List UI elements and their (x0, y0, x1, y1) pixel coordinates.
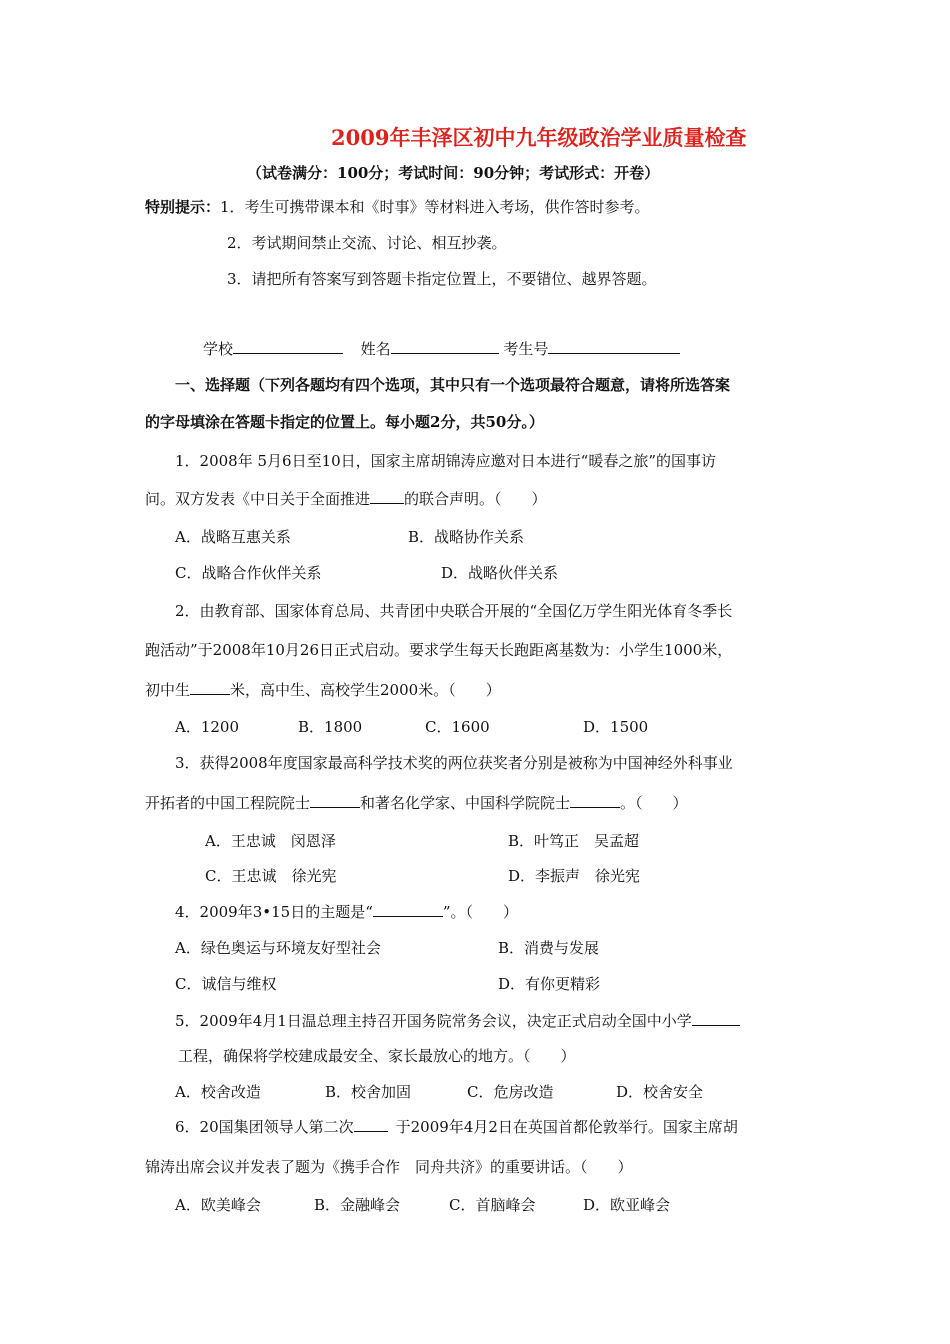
notice-item: 2．考试期间禁止交流、讨论、相互抄袭。 (227, 234, 507, 252)
option-d: D．李振声 徐光宪 (508, 867, 641, 885)
question-5-text (175, 1011, 740, 1031)
option-b: B．战略协作关系 (408, 528, 525, 546)
notice-label: 特别提示： (145, 198, 221, 216)
question-3-text (145, 793, 688, 813)
notice-line-1 (145, 197, 650, 217)
option-a: A．1200 (175, 718, 240, 736)
option-a: A．欧美峰会 (175, 1196, 261, 1214)
answer-blank (370, 489, 404, 504)
student-info-row (203, 339, 680, 359)
question-1-text: 1．2008年 5月6日至10日，国家主席胡锦涛应邀对日本进行“暖春之旅”的国事访 (175, 452, 716, 470)
option-d: D．有你更精彩 (498, 975, 601, 993)
section-heading-cont: 的字母填涂在答题卡指定的位置上。每小题2分，共50分。） (145, 413, 544, 431)
option-b: B．1800 (298, 718, 363, 736)
exam-number-label: 考生号 (503, 340, 549, 358)
option-a: A．战略互惠关系 (175, 528, 291, 546)
option-d: D．战略伙伴关系 (441, 564, 559, 582)
option-d: D．校舍安全 (616, 1083, 704, 1101)
question-text-part: 和著名化学家、中国科学院院士 (360, 794, 571, 812)
notice-item: 3．请把所有答案写到答题卡指定位置上，不要错位、越界答题。 (227, 270, 657, 288)
question-text-part: 。（ ） (620, 794, 688, 812)
answer-blank (354, 1117, 388, 1132)
option-a: A．王忠诚 闵恩泽 (205, 832, 336, 850)
question-text-part: 问。双方发表《中日关于全面推进 (145, 490, 371, 508)
section-heading: 一、选择题（下列各题均有四个选项，其中只有一个选项最符合题意，请将所选答案 (175, 376, 731, 394)
question-1-text (145, 489, 547, 509)
school-label: 学校 (203, 340, 234, 358)
question-text-part: 的联合声明。（ ） (404, 490, 547, 508)
exam-number-field[interactable] (548, 339, 680, 354)
answer-blank (692, 1011, 740, 1026)
question-6-text (175, 1117, 738, 1137)
exam-subtitle: （试卷满分：100分；考试时间：90分钟；考试形式：开卷） (247, 164, 660, 182)
option-c: C．首脑峰会 (449, 1196, 536, 1214)
answer-blank (373, 902, 443, 917)
question-text-part: ”。（ ） (442, 903, 519, 921)
option-c: C．危房改造 (467, 1083, 554, 1101)
question-6-text: 锦涛出席会议并发表了题为《携手合作 同舟共济》的重要讲话。（ ） (145, 1158, 633, 1176)
question-text-part: 开拓者的中国工程院院士 (145, 794, 311, 812)
option-b: B．叶笃正 吴孟超 (508, 832, 640, 850)
question-2-text (145, 680, 501, 700)
question-2-text: 2．由教育部、国家体育总局、共青团中央联合开展的“全国亿万学生阳光体育冬季长 (175, 602, 733, 620)
name-label: 姓名 (360, 340, 391, 358)
question-text-part: 6．20国集团领导人第二次 (175, 1118, 354, 1136)
question-2-text: 跑活动”于2008年10月26日正式启动。要求学生每天长跑距离基数为：小学生1000米， (145, 641, 733, 659)
option-b: B．消费与发展 (498, 939, 600, 957)
question-3-text: 3．获得2008年度国家最高科学技术奖的两位获奖者分别是被称为中国神经外科事业 (175, 754, 733, 772)
option-b: B．金融峰会 (314, 1196, 401, 1214)
option-c: C．诚信与维权 (175, 975, 277, 993)
option-d: D．1500 (583, 718, 649, 736)
option-b: B．校舍加固 (325, 1083, 412, 1101)
question-text-part: 初中生 (145, 681, 191, 699)
option-c: C．王忠诚 徐光宪 (205, 867, 337, 885)
answer-blank (190, 680, 230, 695)
question-text-part: 米，高中生、高校学生2000米。（ ） (230, 681, 501, 699)
option-a: A．校舍改造 (175, 1083, 261, 1101)
answer-blank (570, 793, 620, 808)
exam-title: 2009年丰泽区初中九年级政治学业质量检查 (331, 125, 747, 150)
name-field[interactable] (391, 339, 499, 354)
question-5-text: 工程，确保将学校建成最安全、家长最放心的地方。（ ） (178, 1047, 576, 1065)
school-field[interactable] (233, 339, 343, 354)
option-c: C．1600 (425, 718, 490, 736)
option-c: C．战略合作伙伴关系 (175, 564, 322, 582)
option-a: A．绿色奥运与环境友好型社会 (175, 939, 381, 957)
question-4-text (175, 902, 518, 922)
notice-item: 1．考生可携带课本和《时事》等材料进入考场，供作答时参考。 (220, 198, 650, 216)
question-text-part: 4．2009年3•15日的主题是“ (175, 903, 373, 921)
question-text-part: 于2009年4月2日在英国首都伦敦举行。国家主席胡 (395, 1118, 738, 1136)
answer-blank (310, 793, 360, 808)
question-text-part: 5．2009年4月1日温总理主持召开国务院常务会议，决定正式启动全国中小学 (175, 1012, 692, 1030)
option-d: D．欧亚峰会 (583, 1196, 671, 1214)
